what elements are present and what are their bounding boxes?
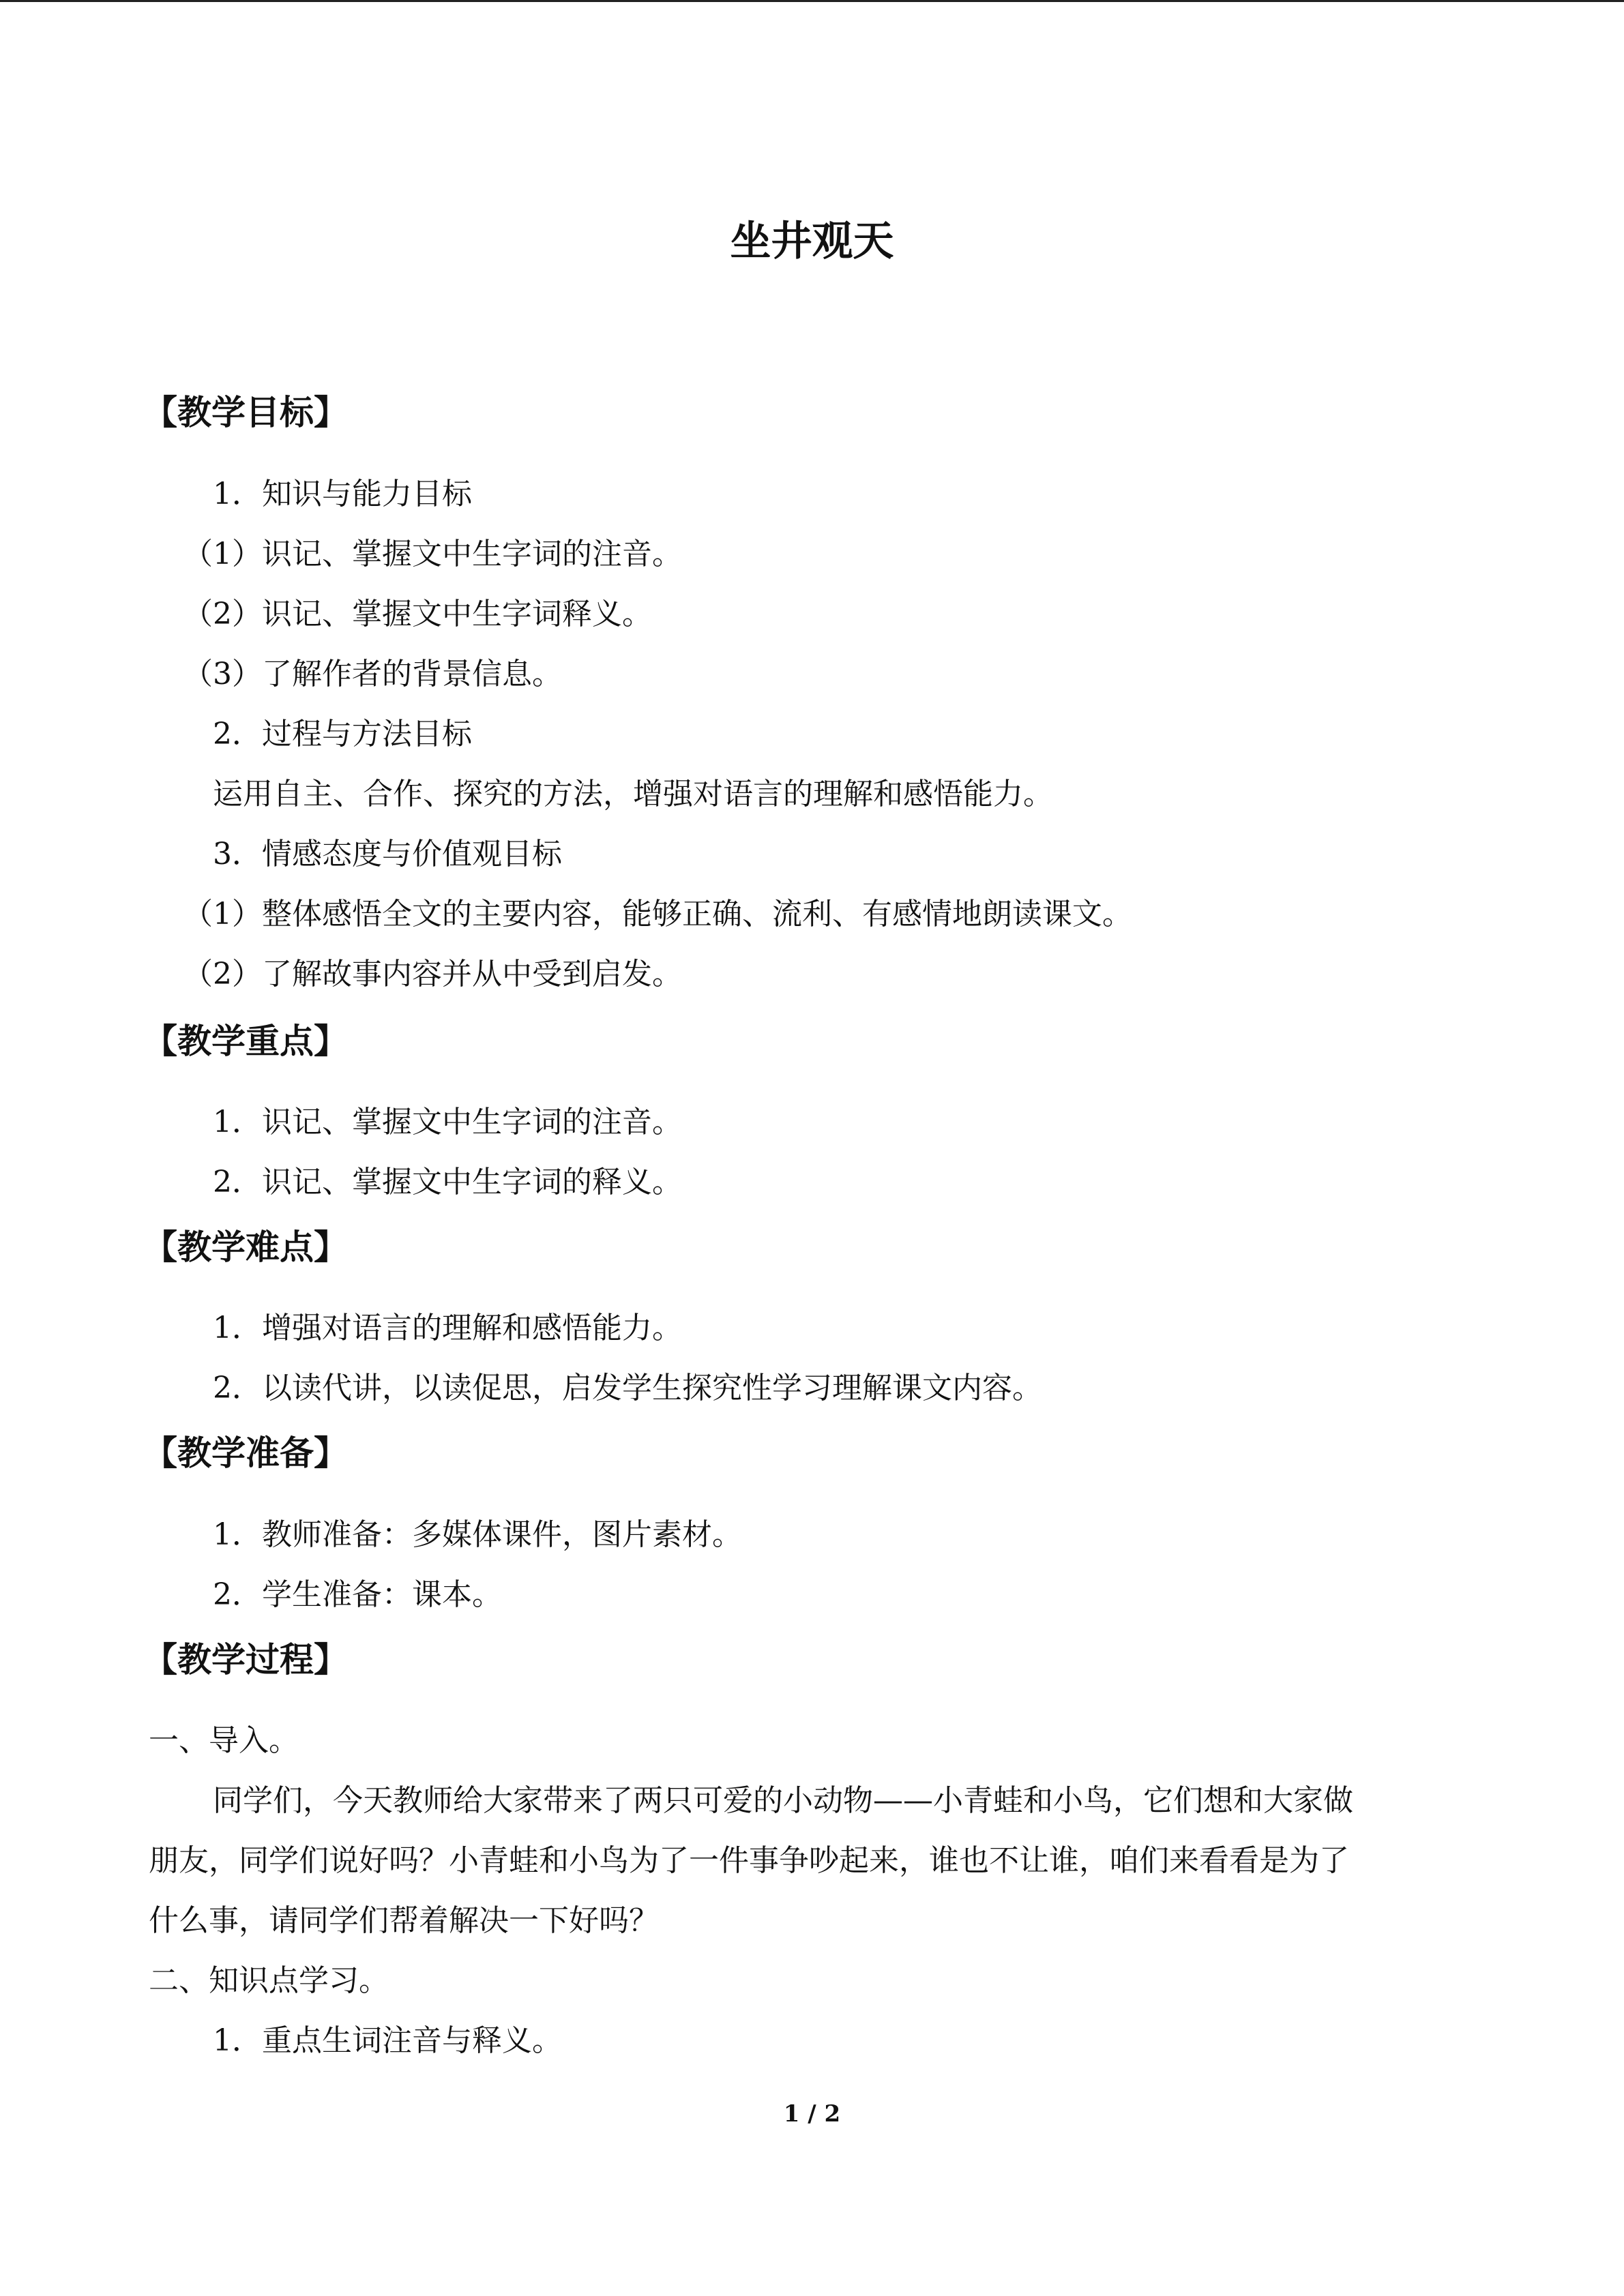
objective-line: 1．知识与能力目标: [213, 477, 472, 511]
process-line: 一、导入。: [149, 1723, 299, 1758]
objective-line: 运用自主、合作、探究的方法，增强对语言的理解和感悟能力。: [213, 777, 1053, 811]
objective-line: （2）识记、掌握文中生字词释义。: [183, 597, 652, 631]
difficulty-line: 1．增强对语言的理解和感悟能力。: [213, 1311, 682, 1345]
objective-line: （2）了解故事内容并从中受到启发。: [183, 957, 682, 992]
section-heading-process: 【教学过程】: [143, 1639, 348, 1680]
difficulty-line: 2．以读代讲，以读促思，启发学生探究性学习理解课文内容。: [213, 1371, 1042, 1405]
objective-line: （3）了解作者的背景信息。: [183, 657, 562, 691]
process-line: 二、知识点学习。: [149, 1963, 389, 1998]
top-border: [0, 0, 1624, 2]
process-line: 1．重点生词注音与释义。: [213, 2023, 562, 2058]
objective-line: 3．情感态度与价值观目标: [213, 837, 562, 871]
page-number: 1 / 2: [783, 2100, 841, 2128]
section-heading-objectives: 【教学目标】: [143, 392, 348, 432]
process-line: 同学们，今天教师给大家带来了两只可爱的小动物——小青蛙和小鸟，它们想和大家做: [213, 1783, 1353, 1818]
preparation-line: 1．教师准备：多媒体课件，图片素材。: [213, 1517, 742, 1552]
process-line: 什么事，请同学们帮着解决一下好吗？: [149, 1903, 659, 1938]
process-line: 朋友，同学们说好吗？小青蛙和小鸟为了一件事争吵起来，谁也不让谁，咱们来看看是为了: [149, 1843, 1349, 1878]
page-title: 坐井观天: [730, 218, 894, 265]
section-heading-key-points: 【教学重点】: [143, 1021, 348, 1061]
preparation-line: 2．学生准备：课本。: [213, 1577, 502, 1612]
objective-line: （1）识记、掌握文中生字词的注音。: [183, 537, 682, 571]
section-heading-difficulties: 【教学难点】: [143, 1227, 348, 1267]
key-point-line: 1．识记、掌握文中生字词的注音。: [213, 1105, 682, 1139]
objective-line: （1）整体感悟全文的主要内容，能够正确、流利、有感情地朗读课文。: [183, 897, 1132, 931]
objective-line: 2．过程与方法目标: [213, 717, 472, 751]
section-heading-preparation: 【教学准备】: [143, 1433, 348, 1473]
key-point-line: 2．识记、掌握文中生字词的释义。: [213, 1165, 682, 1199]
